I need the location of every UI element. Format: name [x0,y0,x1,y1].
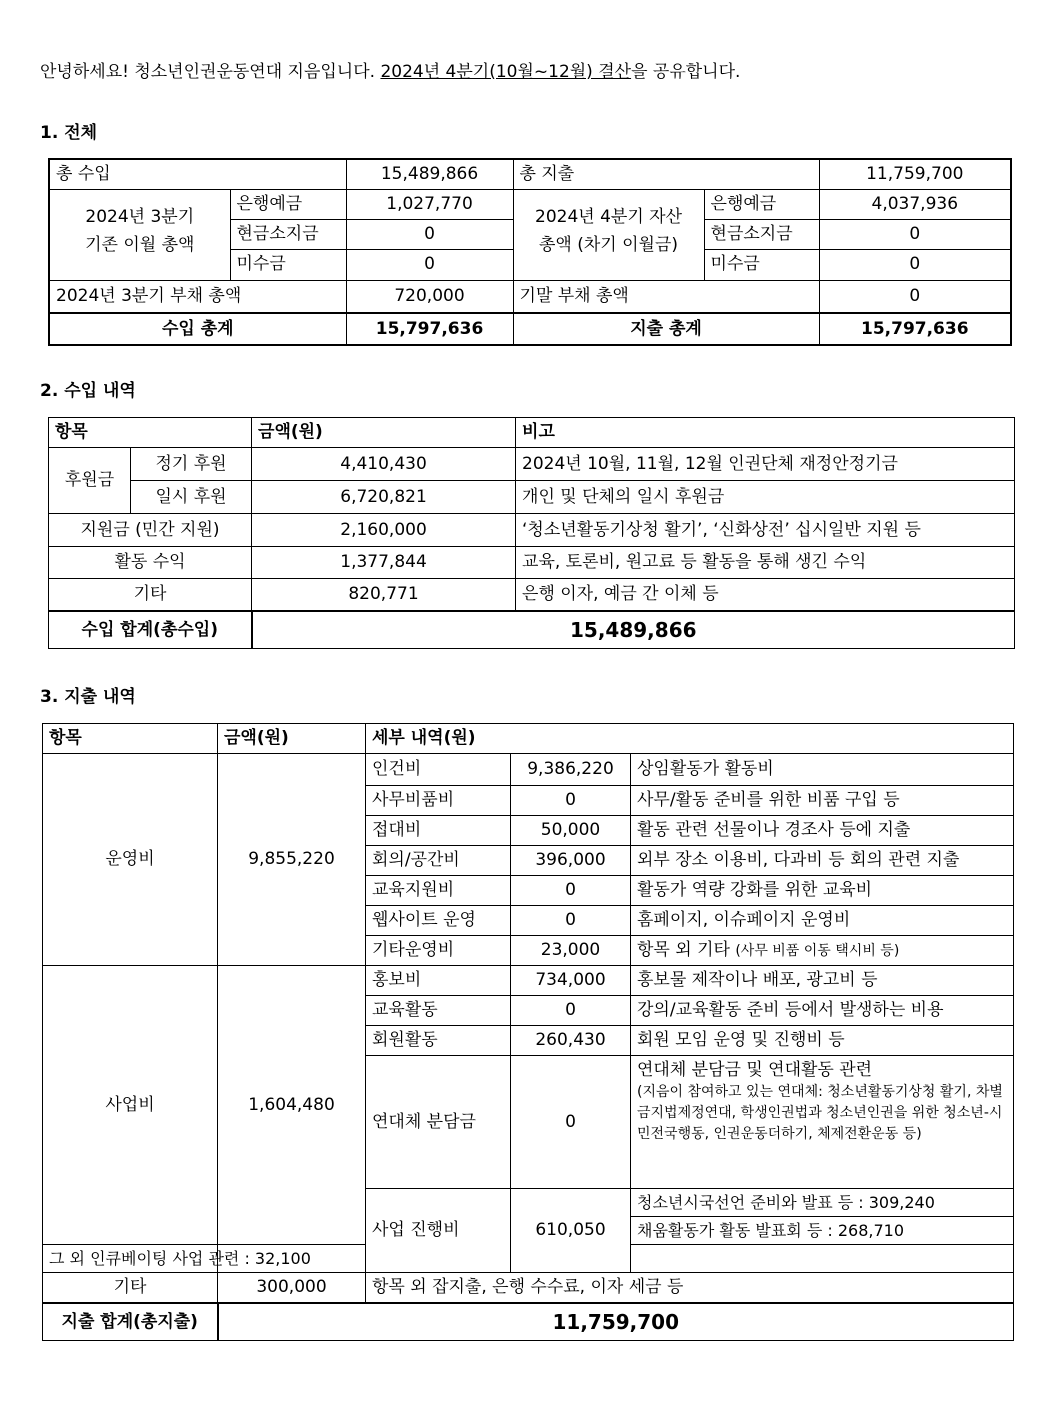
intro-after: 을 공유합니다. [631,62,741,82]
expense-detail-amount: 50,000 [511,816,631,846]
expense-detail-desc: 강의/교육활동 준비 등에서 발생하는 비용 [631,996,1014,1026]
expense-detail-desc: 활동 관련 선물이나 경조사 등에 지출 [631,816,1014,846]
expense-detail-name: 교육지원비 [366,876,511,906]
income-row-label: 일시 후원 [131,481,252,514]
income-row-amount: 6,720,821 [252,481,516,514]
income-row-amount: 1,377,844 [252,547,516,579]
project-line: 그 외 인큐베이팅 사업 관련 : 32,100 [43,1245,218,1273]
carry-in-label [49,189,230,280]
carry-in-label-line2: 기존 이월 총액 [85,234,195,255]
project-line: 채움활동가 활동 발표회 등 : 268,710 [631,1217,1014,1245]
income-row-note: 교육, 토론비, 원고료 등 활동을 통해 생긴 수익 [516,547,1015,579]
carry-out-cash-value: 0 [819,219,1011,249]
carry-in-bank-value: 1,027,770 [346,189,513,219]
expense-detail-name: 웹사이트 운영 [366,906,511,936]
income-row-label: 활동 수익 [49,547,252,579]
business-amount: 1,604,480 [218,966,366,1245]
expense-detail-amount: 260,430 [511,1026,631,1056]
other-label: 기타 [43,1273,218,1303]
solidarity-desc-detail: (지음이 참여하고 있는 연대체: 청소년활동기상청 활기, 차별금지법제정연대, 학생인권법과 청소년인권을 위한 청소년-시민전국행동, 인권운동더하기, 체제전환운동 등) [637,1084,1003,1143]
total-income-label: 총 수입 [49,159,346,189]
income-row-note: 은행 이자, 예금 간 이체 등 [516,579,1015,611]
prev-debt-label: 2024년 3분기 부채 총액 [49,280,346,313]
income-total-label: 수입 합계(총수입) [49,611,252,649]
income-table [48,417,1015,649]
intro-before: 안녕하세요! 청소년인권운동연대 지음입니다. [40,62,381,82]
solidarity-desc-title: 연대체 분담금 및 연대활동 관련 [637,1060,873,1080]
income-col-item: 항목 [49,418,252,448]
expense-col-item: 항목 [43,724,218,754]
summary-table [48,158,1012,346]
total-expense-value: 11,759,700 [819,159,1011,189]
income-total-value: 15,489,866 [252,611,1015,649]
section2-heading: 2. 수입 내역 [40,381,136,401]
expense-col-detail: 세부 내역(원) [366,724,1014,754]
business-label: 사업비 [43,966,218,1245]
carry-out-bank-label: 은행예금 [704,189,819,219]
other-amount: 300,000 [218,1273,366,1303]
solidarity-amount: 0 [511,1056,631,1189]
expense-detail-desc: 상임활동가 활동비 [631,754,1014,786]
expense-detail-amount: 0 [511,996,631,1026]
intro-period: 2024년 4분기(10월~12월) 결산 [380,62,632,82]
expense-detail-amount: 396,000 [511,846,631,876]
expense-detail-desc: 외부 장소 이용비, 다과비 등 회의 관련 지출 [631,846,1014,876]
expense-detail-desc: 홈페이지, 이슈페이지 운영비 [631,906,1014,936]
income-row-label: 기타 [49,579,252,611]
expense-detail-amount: 0 [511,906,631,936]
income-row-note: ‘청소년활동기상청 활기’, ‘신화상전’ 십시일반 지원 등 [516,514,1015,547]
expense-detail-desc [631,936,1014,966]
expense-total-value: 11,759,700 [218,1303,1014,1341]
expense-detail-desc: 회원 모임 운영 및 진행비 등 [631,1026,1014,1056]
expense-detail-desc-small: (사무 비품 이동 택시비 등) [735,943,900,960]
end-debt-value: 0 [819,280,1011,313]
carry-out-unpaid-value: 0 [819,249,1011,280]
expense-detail-name: 회원활동 [366,1026,511,1056]
income-row-amount: 820,771 [252,579,516,611]
expense-detail-name: 접대비 [366,816,511,846]
income-col-note: 비고 [516,418,1015,448]
expense-detail-amount: 9,386,220 [511,754,631,786]
carry-out-unpaid-label: 미수금 [704,249,819,280]
income-row-amount: 4,410,430 [252,448,516,481]
carry-out-label [513,189,704,280]
income-row-label: 지원금 (민간 지원) [49,514,252,547]
carry-out-label-line1: 2024년 4분기 자산 [535,207,683,228]
project-name: 사업 진행비 [366,1189,511,1273]
prev-debt-value: 720,000 [346,280,513,313]
carry-in-bank-label: 은행예금 [230,189,346,219]
expense-detail-amount: 0 [511,876,631,906]
expense-detail-name: 사무비품비 [366,786,511,816]
expense-detail-amount: 734,000 [511,966,631,996]
total-income-value: 15,489,866 [346,159,513,189]
income-row-note: 개인 및 단체의 일시 후원금 [516,481,1015,514]
project-amount: 610,050 [511,1189,631,1273]
carry-in-unpaid-label: 미수금 [230,249,346,280]
expense-sum-value: 15,797,636 [819,313,1011,345]
expense-detail-name: 회의/공간비 [366,846,511,876]
carry-out-label-line2: 총액 (차기 이월금) [539,234,679,255]
income-sum-value: 15,797,636 [346,313,513,345]
carry-in-cash-label: 현금소지금 [230,219,346,249]
solidarity-name: 연대체 분담금 [366,1056,511,1189]
donation-label: 후원금 [49,448,131,514]
carry-in-label-line1: 2024년 3분기 [85,207,195,228]
section1-heading: 1. 전체 [40,123,98,143]
expense-detail-desc: 홍보물 제작이나 배포, 광고비 등 [631,966,1014,996]
carry-out-bank-value: 4,037,936 [819,189,1011,219]
expense-col-amount: 금액(원) [218,724,366,754]
intro-text [40,57,740,82]
carry-out-cash-label: 현금소지금 [704,219,819,249]
expense-detail-name: 홍보비 [366,966,511,996]
solidarity-desc [631,1056,1014,1189]
expense-detail-name: 인건비 [366,754,511,786]
expense-total-label: 지출 합계(총지출) [43,1303,218,1341]
income-col-amount: 금액(원) [252,418,516,448]
other-desc: 항목 외 잡지출, 은행 수수료, 이자 세금 등 [366,1273,1014,1303]
carry-in-unpaid-value: 0 [346,249,513,280]
operating-label: 운영비 [43,754,218,966]
project-line: 청소년시국선언 준비와 발표 등 : 309,240 [631,1189,1014,1217]
operating-amount: 9,855,220 [218,754,366,966]
expense-detail-name: 교육활동 [366,996,511,1026]
income-row-amount: 2,160,000 [252,514,516,547]
carry-in-cash-value: 0 [346,219,513,249]
income-sum-label: 수입 총계 [49,313,346,345]
end-debt-label: 기말 부채 총액 [513,280,819,313]
expense-table [42,723,1014,1341]
expense-detail-name: 기타운영비 [366,936,511,966]
income-row-label: 정기 후원 [131,448,252,481]
expense-detail-desc: 활동가 역량 강화를 위한 교육비 [631,876,1014,906]
income-row-note: 2024년 10월, 11월, 12월 인권단체 재정안정기금 [516,448,1015,481]
expense-detail-desc: 사무/활동 준비를 위한 비품 구입 등 [631,786,1014,816]
expense-sum-label: 지출 총계 [513,313,819,345]
expense-detail-desc-main: 항목 외 기타 [637,940,730,961]
total-expense-label: 총 지출 [513,159,819,189]
expense-detail-amount: 23,000 [511,936,631,966]
expense-detail-amount: 0 [511,786,631,816]
section3-heading: 3. 지출 내역 [40,687,136,707]
